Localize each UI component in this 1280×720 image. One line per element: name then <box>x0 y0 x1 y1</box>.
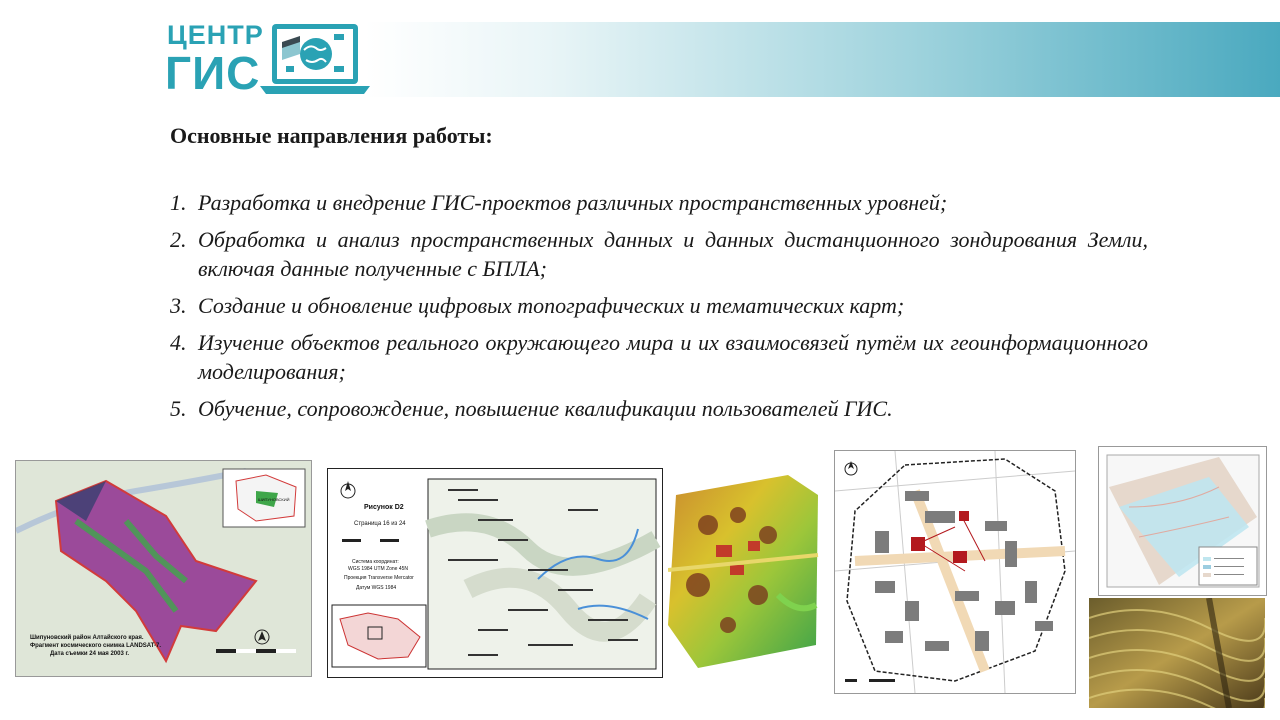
terrain-hillshade-image <box>1089 598 1265 708</box>
list-item: 2. Обработка и анализ пространственных данных и данных дистанционного зондирования Земли, включая данные полученные с БПЛА; <box>170 227 1148 281</box>
section-heading: Основные направления работы: <box>170 123 493 148</box>
map1-caption-3: Дата съемки 24 мая 2003 г. <box>50 651 130 657</box>
coord-system-label: Система координат: <box>352 559 399 565</box>
datum-label: Датум WGS 1984 <box>356 585 397 591</box>
laptop-globe-icon <box>260 22 370 98</box>
projection-label: Проекция Transverse Mercator <box>344 575 414 581</box>
scale-bar <box>845 679 895 682</box>
work-directions-list <box>170 188 1148 431</box>
coord-system-value: WGS 1984 UTM Zone 45N <box>348 566 409 572</box>
topographic-figure-d2 <box>327 468 663 678</box>
map1-caption-2: Фрагмент космического снимка LANDSAT-7. <box>30 643 162 649</box>
list-item: 4. Изучение объектов реального окружающего мира и их взаимосвязей путём их геоинформационного моделирования; <box>170 330 1148 384</box>
list-item: 3. Создание и обновление цифровых топографических и тематических карт; <box>170 293 905 318</box>
figure-page: Страница 16 из 24 <box>354 521 406 527</box>
figure-title: Рисунок D2 <box>364 504 404 511</box>
map1-caption-1: Шипуновский район Алтайского края. <box>30 635 144 641</box>
list-item: 5. Обучение, сопровождение, повышение квалификации пользователей ГИС. <box>170 396 893 421</box>
urban-cadastral-plan <box>834 450 1076 694</box>
header-gradient-band <box>365 22 1280 97</box>
logo-text-line1: ЦЕНТР <box>167 20 264 50</box>
list-item: 1. Разработка и внедрение ГИС-проектов различных пространственных уровней; <box>170 190 948 215</box>
uav-elevation-model <box>668 475 820 668</box>
landsat-district-map <box>15 460 312 677</box>
logo-text-line2: ГИС <box>165 47 261 99</box>
inset-label: ШИПУНОВСКИЙ <box>258 497 290 502</box>
thematic-relief-map <box>1098 446 1267 596</box>
centr-gis-logo <box>165 20 370 98</box>
